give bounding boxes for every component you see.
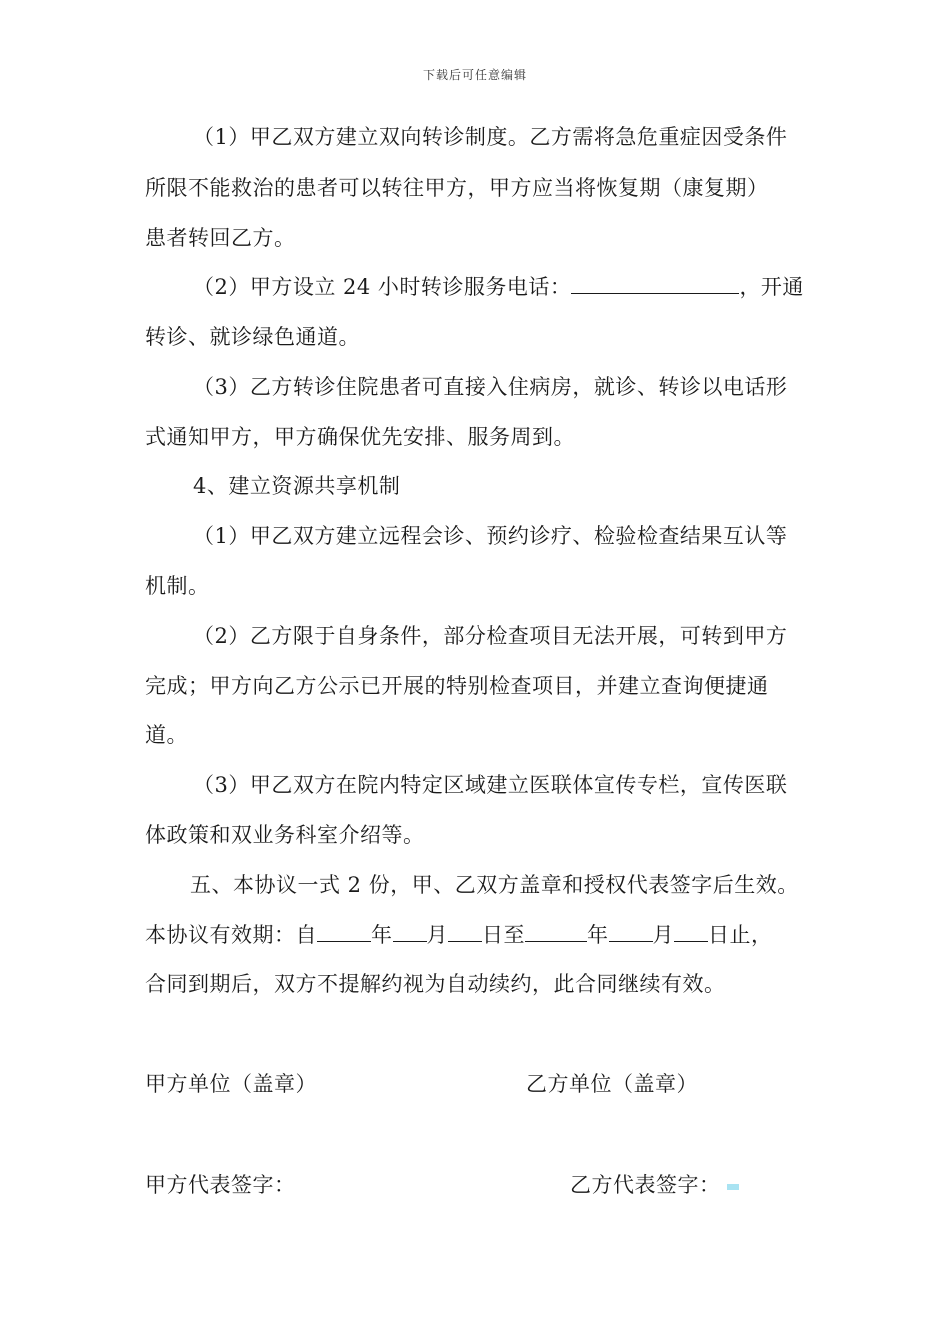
year-label: 年 (587, 923, 609, 947)
paragraph-line: 患者转回乙方。 (145, 226, 296, 250)
paragraph-line: （1）甲乙双方建立远程会诊、预约诊疗、检验检查结果互认等 (193, 524, 788, 548)
paragraph-line: 道。 (145, 723, 188, 747)
year-label: 年 (371, 923, 393, 947)
paragraph-line-phone (193, 272, 804, 302)
paragraph-line: （3）乙方转诊住院患者可直接入住病房，就诊、转诊以电话形 (193, 375, 788, 399)
phone-label-after: ，开通 (739, 275, 804, 299)
end-day-blank[interactable] (674, 921, 708, 942)
paragraph-line: 机制。 (145, 574, 210, 598)
paragraph-line: 所限不能救治的患者可以转往甲方，甲方应当将恢复期（康复期） (145, 176, 769, 200)
page-header: 下载后可任意编辑 (422, 68, 527, 82)
paragraph-line: （2）乙方限于自身条件，部分检查项目无法开展，可转到甲方 (193, 624, 788, 648)
paragraph-line: 体政策和双业务科室介绍等。 (145, 823, 425, 847)
start-year-blank[interactable] (317, 921, 371, 942)
phone-label: （2）甲方设立 24 小时转诊服务电话： (193, 275, 572, 299)
party-b-rep-line (570, 1170, 739, 1200)
validity-period-line (145, 920, 773, 950)
start-day-blank[interactable] (448, 921, 482, 942)
paragraph-line: 合同到期后，双方不提解约视为自动续约，此合同继续有效。 (145, 972, 726, 996)
party-a-rep-label: 甲方代表签字： (145, 1173, 296, 1197)
party-b-unit-label: 乙方单位（盖章） (526, 1072, 698, 1096)
day-to-label: 日至 (482, 923, 525, 947)
paragraph-line: （1）甲乙双方建立双向转诊制度。乙方需将急危重症因受条件 (193, 125, 788, 149)
paragraph-line: 式通知甲方，甲方确保优先安排、服务周到。 (145, 425, 575, 449)
month-label: 月 (652, 923, 674, 947)
paragraph-line: 完成；甲方向乙方公示已开展的特别检查项目，并建立查询便捷通 (145, 674, 769, 698)
party-a-unit-label: 甲方单位（盖章） (145, 1072, 317, 1096)
validity-prefix: 本协议有效期：自 (145, 923, 317, 947)
highlight-marker (727, 1184, 739, 1190)
paragraph-line: 转诊、就诊绿色通道。 (145, 325, 360, 349)
start-month-blank[interactable] (393, 921, 427, 942)
month-label: 月 (426, 923, 448, 947)
day-end-label: 日止， (708, 923, 773, 947)
paragraph-line: 五、本协议一式 2 份，甲、乙双方盖章和授权代表签字后生效。 (190, 873, 799, 897)
section-heading: 4、建立资源共享机制 (193, 474, 401, 498)
end-month-blank[interactable] (609, 921, 653, 942)
end-year-blank[interactable] (525, 921, 587, 942)
phone-blank[interactable] (571, 273, 739, 294)
party-b-rep-label: 乙方代表签字： (570, 1173, 721, 1197)
paragraph-line: （3）甲乙双方在院内特定区域建立医联体宣传专栏，宣传医联 (193, 773, 788, 797)
